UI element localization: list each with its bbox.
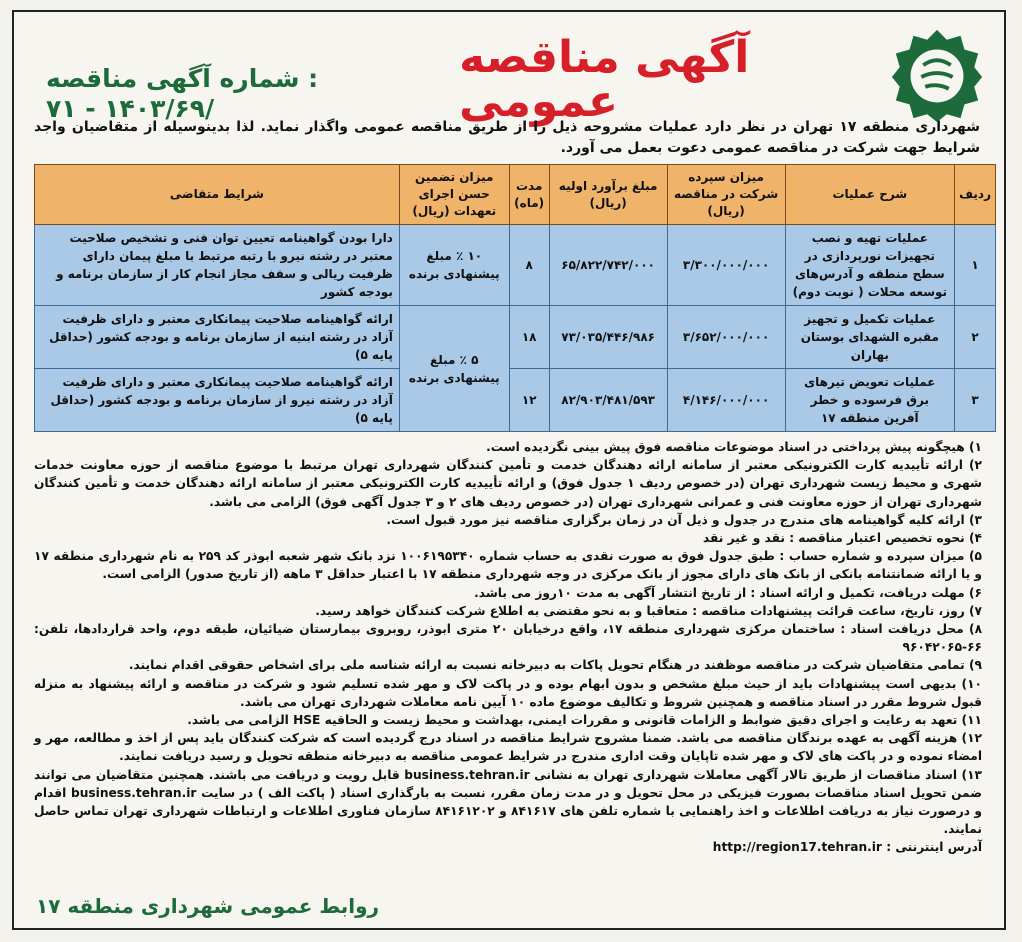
note-item: ۳) ارائه کلیه گواهینامه های مندرج در جدول و ذیل آن در زمان برگزاری مناقصه نیز مورد قبول است. — [386, 512, 982, 527]
cell-conditions: دارا بودن گواهینامه تعیین توان فنی و تشخیص صلاحیت معتبر در رشته نیرو با رتبه مرتبط با مبلغ پیمان دارای ظرفیت ریالی و سقف مجاز انجام کار از سازمان برنامه و بودجه کشور — [35, 225, 400, 306]
note-item: ۱) هیچگونه پیش پرداختی در اسناد موضوعات مناقصه فوق پیش بینی نگردیده است. — [486, 440, 982, 454]
cell-guarantee: ۵ ٪ مبلغ پیشنهادی برنده — [399, 306, 509, 432]
note-item: ۸) محل دریافت اسناد : ساختمان مرکزی شهرداری منطقه ۱۷، واقع درخیابان ۲۰ متری ابوذر، روبروی بیمارستان ضیائیان، طبقه دوم، واحد قراردادها، تلفن: ۶۶-۹۶۰۴۲۰۶۵ — [34, 622, 983, 655]
cell-deposit: ۳/۳۰۰/۰۰۰/۰۰۰ — [667, 225, 785, 306]
note-item: ۱۱) تعهد به رعایت و اجرای دقیق ضوابط و الزامات قانونی و مقررات ایمنی، بهداشت و محیط زیست و الحاقیه HSE الزامی می باشد. — [187, 713, 982, 728]
note-item: ۴) نحوه تخصیص اعتبار مناقصه : نقد و غیر نقد — [702, 531, 982, 546]
note-item: ۲) ارائه تأییدیه کارت الکترونیکی معتبر از سامانه ارائه دهندگان خدمت و تأمین کنندگان شهرداری تهران مرتبط با موضوع مناقصه از حوزه معاونت خدمات شهری و محیط زیست شهرداری تهران (در خصوص ردیف ۱ جدول فوق) و ارائه تأییدیه کارت الکترونیکی معتبر از سامانه ارائه دهندگان خدمت و تأمین کنندگان شهرداری تهران از حوزه معاونت فنی و عمرانی شهرداری تهران (در خصوص ردیف های ۲ و ۳ جدول آگهی فوق) الزامی می باشد. — [34, 458, 983, 509]
cell-duration: ۸ — [509, 225, 549, 306]
address-label: آدرس اینترنتی : — [886, 840, 982, 855]
note-item: ۱۰) بدیهی است پیشنهادات باید از حیث مبلغ مشخص و بدون ابهام بوده و در پاکت لاک و مهر شده تسلیم شود و شرکت در مناقصه و ارائه پیشنهاد به منزله قبول شروط مقرر در اسناد مناقصه و همچنین شروط و تکالیف موضوع ماده ۱۰ آیین نامه معاملات شهرداری تهران می باشد. — [34, 676, 982, 709]
table-header-row — [35, 165, 996, 225]
intro-line2: واجد شرایط جهت شرکت در مناقصه عمومی دعوت بعمل می آورد. — [34, 119, 980, 156]
note-item: ۶) مهلت دریافت، تکمیل و ارائه اسناد : از تاریخ انتشار آگهی به مدت ۱۰روز می باشد. — [474, 585, 982, 600]
tender-number — [46, 64, 445, 124]
cell-duration: ۱۲ — [509, 369, 549, 432]
col-duration: مدت (ماه) — [509, 165, 549, 225]
table-row — [35, 306, 996, 369]
cell-conditions: ارائه گواهینامه صلاحیت پیمانکاری معتبر و دارای ظرفیت آزاد در رشته نیرو از سازمان برنامه و بودجه کشور (حداقل پایه ۵) — [35, 369, 400, 432]
cell-desc: عملیات تهیه و نصب تجهیزات نورپردازی در سطح منطقه و آدرس‌های توسعه محلات ( نوبت دوم) — [785, 225, 955, 306]
cell-deposit: ۳/۶۵۲/۰۰۰/۰۰۰ — [667, 306, 785, 369]
note-item: ۹) تمامی متقاضیان شرکت در مناقصه موظفند در هنگام تحویل پاکات به دبیرخانه نسبت به ارائه شناسه ملی برای اشخاص حقوقی اقدام نمایند. — [128, 658, 982, 673]
cell-estimate: ۸۲/۹۰۳/۴۸۱/۵۹۳ — [549, 369, 667, 432]
tender-number-value: ۷۱ - ۱۴۰۳/۶۹/ — [46, 94, 215, 123]
notice-frame — [12, 10, 1006, 930]
col-row: ردیف — [955, 165, 996, 225]
cell-desc: عملیات تعویض تیرهای برق فرسوده و خطر آفرین منطقه ۱۷ — [785, 369, 955, 432]
cell-duration: ۱۸ — [509, 306, 549, 369]
note-item: ۱۲) هزینه آگهی به عهده برندگان مناقصه می باشد. ضمنا مشروح شرایط مناقصه در اسناد درج گردیده است که شرکت کنندگان باید پس از اخذ و مطالعه، مهر و امضاء نموده و در پاکت های لاک و مهر شده تاپایان وقت اداری مندرج در شرایط عمومی مناقصه به دبیرخانه منطقه تحویل و رسید دریافت نمایند. — [34, 731, 982, 764]
cell-row: ۱ — [955, 225, 996, 306]
cell-deposit: ۴/۱۴۶/۰۰۰/۰۰۰ — [667, 369, 785, 432]
cell-guarantee: ۱۰ ٪ مبلغ پیشنهادی برنده — [399, 225, 509, 306]
tehran-municipality-logo — [888, 26, 986, 124]
cell-row: ۳ — [955, 369, 996, 432]
col-conditions: شرایط متقاضی — [35, 165, 400, 225]
note-item: ۵) میزان سپرده و شماره حساب : طبق جدول فوق به صورت نقدی به حساب شماره ۱۰۰۶۱۹۵۳۴۰ نزد بانک شهر شعبه ابوذر کد ۲۵۹ به نام شهرداری منطقه ۱۷ و یا ارائه ضمانتنامه بانکی از بانک های دارای مجوز از بانک مرکزی در وجه شهرداری منطقه ۱۷ با اعتبار حداقل ۳ ماهه (از تاریخ صدور) الزامی است. — [34, 549, 982, 582]
note-item: ۷) روز، تاریخ، ساعت قرائت پیشنهادات مناقصه : متعاقبا و به نحو مقتضی به اطلاع شرکت کنندگان خواهد رسید. — [315, 603, 982, 618]
intro-line1: در نظر دارد عملیات مشروحه ذیل را از طریق مناقصه عمومی واگذار نماید. لذا بدینوسیله از متقاضیان — [71, 119, 787, 135]
cell-row: ۲ — [955, 306, 996, 369]
notes-section — [34, 438, 982, 857]
notice-title: آگهی مناقصه عمومی — [459, 32, 750, 127]
intro-org: شهرداری منطقه ۱۷ تهران — [793, 119, 980, 135]
col-desc: شرح عملیات — [785, 165, 955, 225]
website-link[interactable]: http://region17.tehran.ir — [712, 840, 882, 855]
cell-estimate: ۷۳/۰۳۵/۴۴۶/۹۸۶ — [549, 306, 667, 369]
cell-desc: عملیات تکمیل و تجهیز مقبره الشهدای بوستان بهاران — [785, 306, 955, 369]
table-row — [35, 225, 996, 306]
table-row — [35, 369, 996, 432]
note-item: ۱۳) اسناد مناقصات از طریق تالار آگهی معاملات شهرداری تهران به نشانی business.tehran.ir قابل رویت و دریافت می باشند. همچنین متقاضیان می توانند ضمن تحویل اسناد مناقصات بصورت فیزیکی در محل تحویل و در مدت زمان مقرر، نسبت به بارگذاری اسناد ( پاکت الف ) در سایت business.tehran.ir اقدام و درصورت نیاز به دریافت اطلاعات و اخذ راهنمایی با شماره تلفن های ۸۴۱۶۱۷ و ۸۴۱۶۱۲۰۲ سازمان فناوری اطلاعات و ارتباطات شهرداری تهران تماس حاصل نمایند. — [34, 767, 983, 837]
tender-table — [34, 164, 996, 432]
col-guarantee: میزان تضمین حسن اجرای تعهدات (ریال) — [399, 165, 509, 225]
col-deposit: میزان سپرده شرکت در مناقصه (ریال) — [667, 165, 785, 225]
footer-public-relations: روابط عمومی شهرداری منطقه ۱۷ — [36, 894, 380, 918]
col-estimate: مبلغ برآورد اولیه (ریال) — [549, 165, 667, 225]
intro-paragraph — [34, 117, 980, 159]
cell-conditions: ارائه گواهینامه صلاحیت پیمانکاری معتبر و دارای ظرفیت آزاد در رشته ابنیه از سازمان برنامه و بودجه کشور (حداقل پایه ۵) — [35, 306, 400, 369]
tender-number-label: شماره آگهی مناقصه : — [46, 64, 319, 93]
address-line — [34, 838, 982, 856]
cell-estimate: ۶۵/۸۲۲/۷۴۲/۰۰۰ — [549, 225, 667, 306]
